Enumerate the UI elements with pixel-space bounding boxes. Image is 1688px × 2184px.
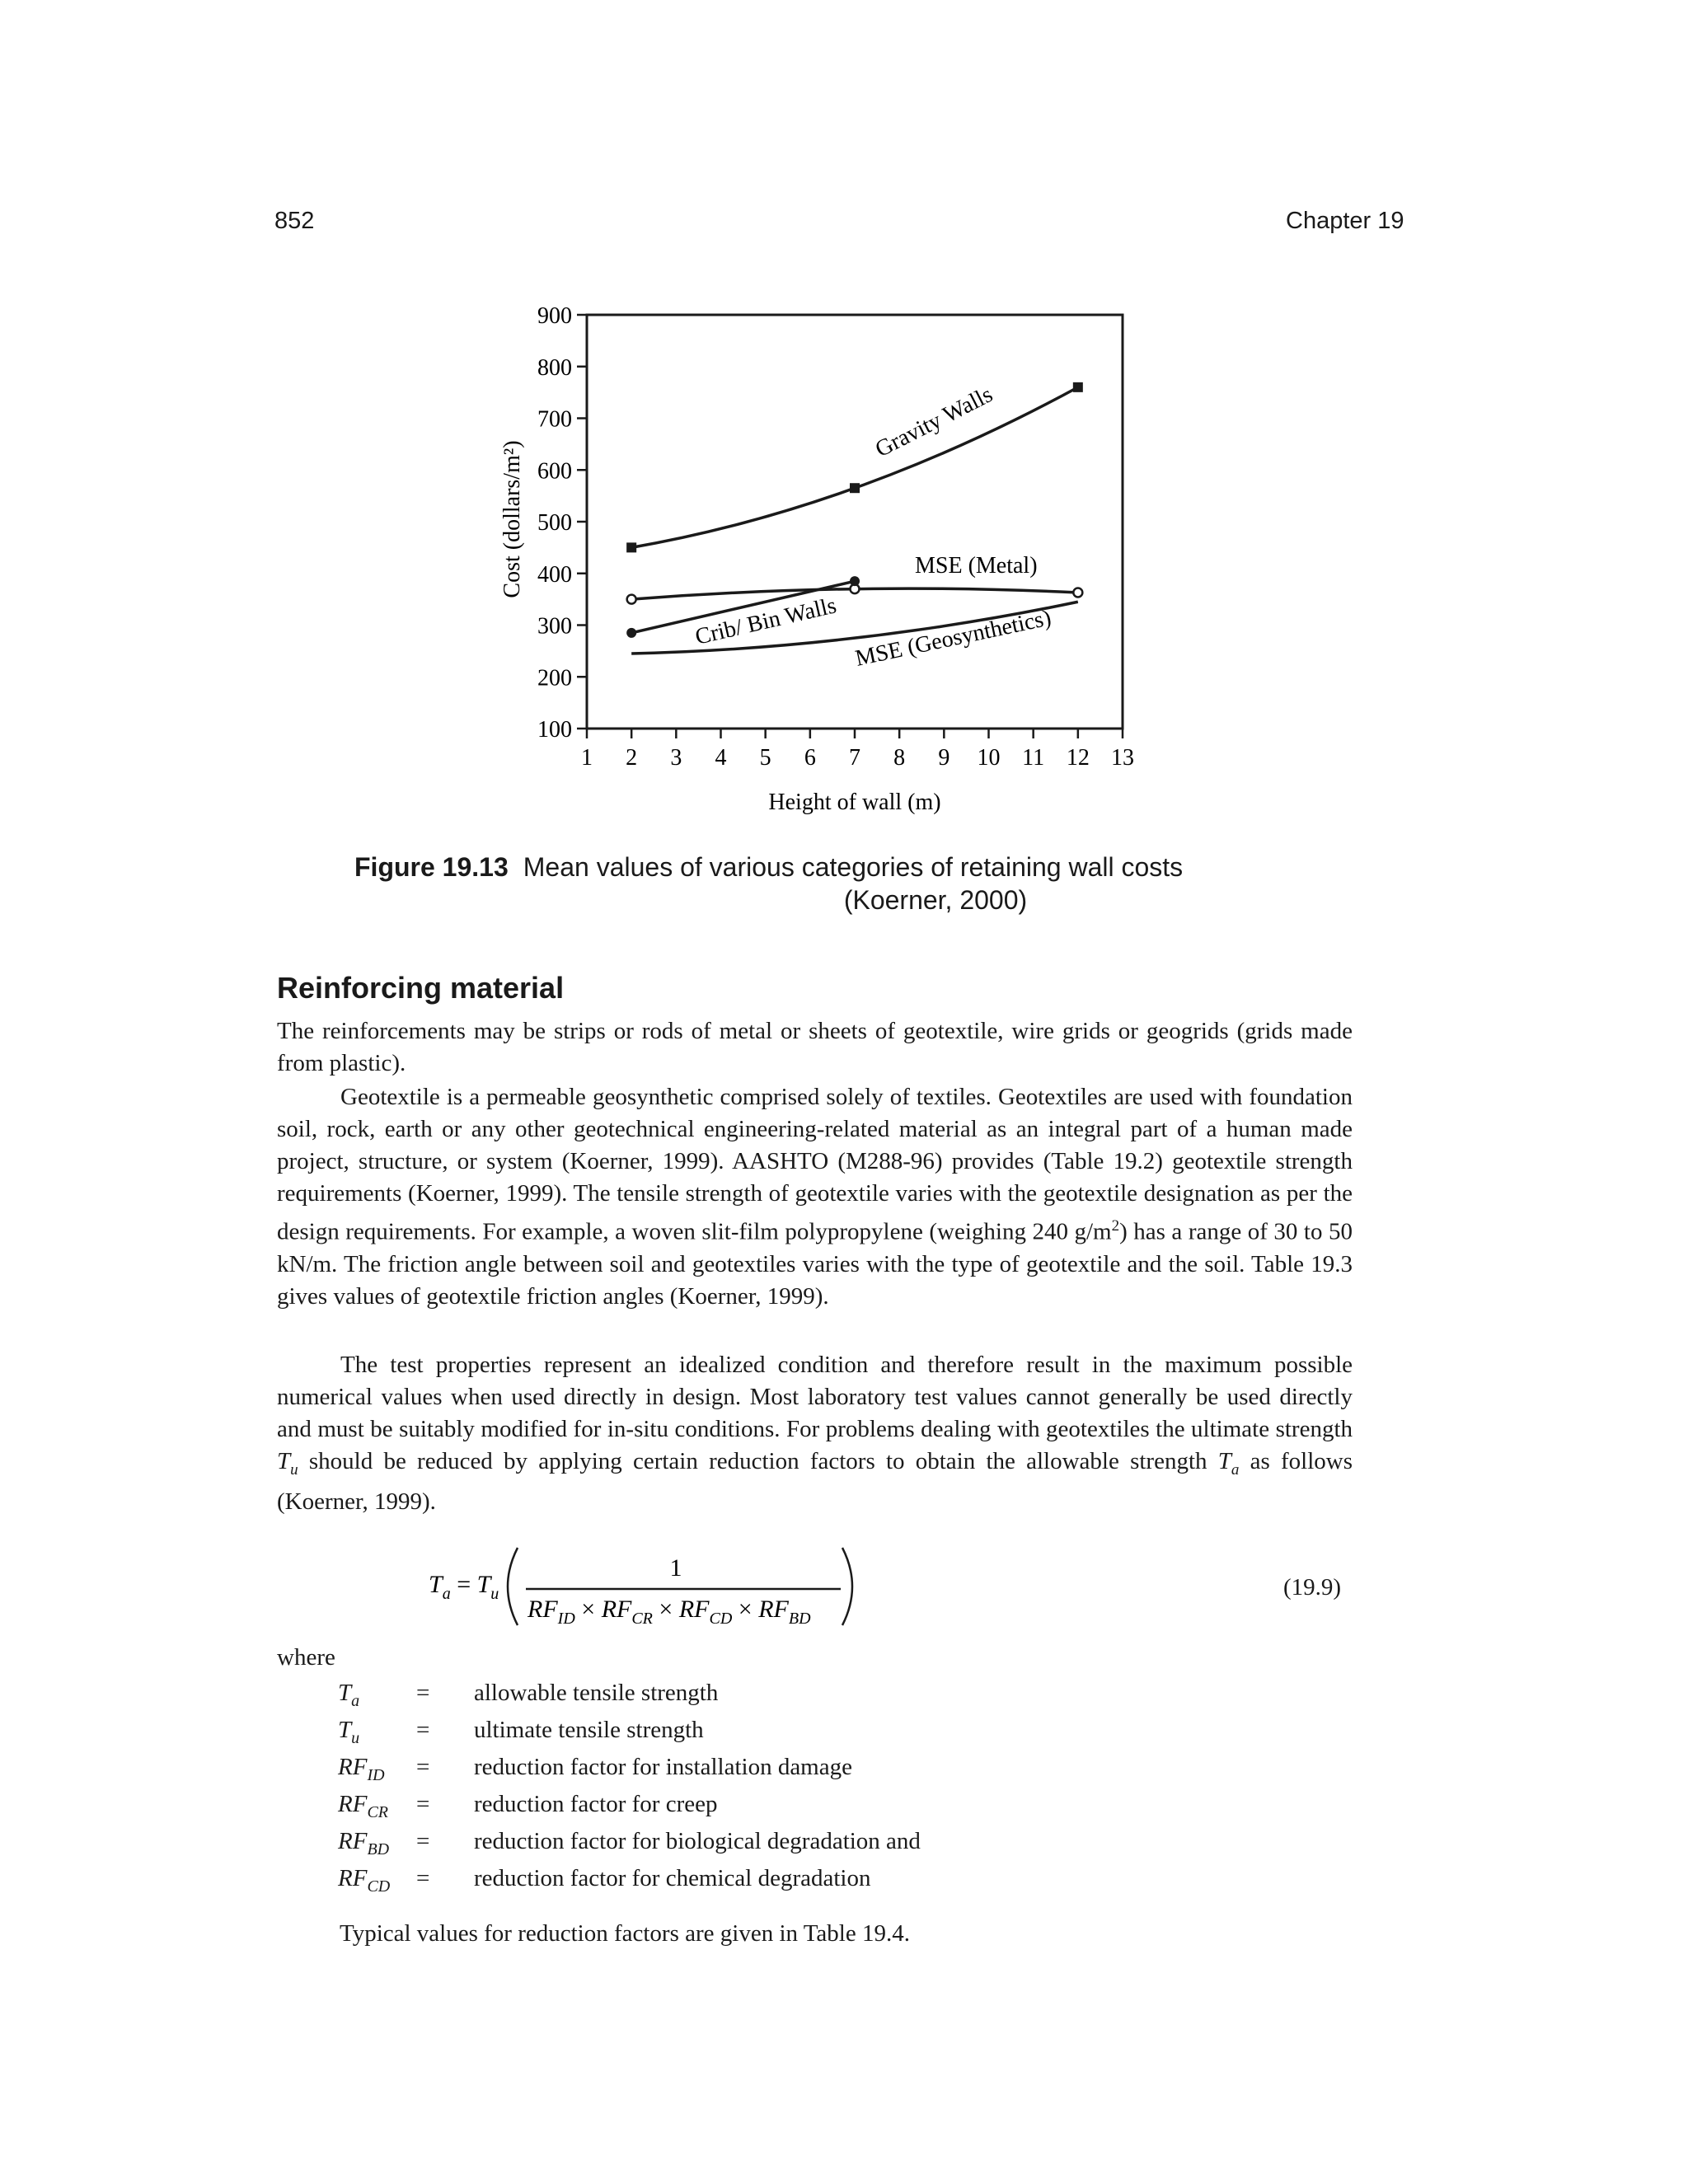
where-label: where bbox=[277, 1644, 335, 1671]
series-label-gravity-walls: Gravity Walls bbox=[871, 382, 997, 463]
paragraph-3 bbox=[277, 1349, 1353, 1518]
definition-equals: = bbox=[416, 1791, 430, 1817]
data-point-mse-metal bbox=[1073, 588, 1082, 597]
definition-symbol: $T_u$ bbox=[338, 1717, 360, 1747]
series-label-mse-metal: MSE (Metal) bbox=[915, 553, 1038, 579]
definition-equals: = bbox=[416, 1754, 430, 1780]
definition-text: reduction factor for installation damage bbox=[474, 1754, 852, 1780]
paragraph-2-part-b: ) has a range of 30 to 50 kN/m. The friction angle between soil and geotextiles varies with the type of geotextile and the soil. Table 19.3 gives values of geotextile friction angles (Koerner, 1999). bbox=[277, 1218, 1353, 1310]
definition-row bbox=[338, 1791, 1245, 1824]
definition-equals: = bbox=[416, 1680, 430, 1706]
paragraph-3-part-a: The test properties represent an idealized condition and therefore result in the maximum possible numerical values when used directly in design. Most laboratory test values cannot generally be used directly and must be suitably modified for in-situ conditions. For problems dealing with geotextiles the ultimate strength bbox=[277, 1352, 1353, 1442]
section-heading: Reinforcing material bbox=[277, 971, 565, 1005]
y-tick-label: 800 bbox=[537, 354, 572, 381]
definition-row bbox=[338, 1865, 1245, 1898]
paragraph-2-part-a: Geotextile is a permeable geosynthetic comprised solely of textiles. Geotextiles are used with foundation soil, rock, earth or any other geotechnical engineering-related material as an integral part of a human made project, structure, or system (Koerner, 1999). AASHTO (M288-96) provides (Table 19.2) geotextile strength requirements (Koerner, 1999). The tensile strength of geotextile varies with the geotextile designation as per the design requirements. For example, a woven slit-film polypropylene (weighing 240 g/m bbox=[277, 1084, 1353, 1245]
y-tick-label: 500 bbox=[537, 510, 572, 536]
y-tick-label: 200 bbox=[537, 665, 572, 691]
definition-symbol: $RF_{ID}$ bbox=[338, 1754, 385, 1784]
y-tick-label: 100 bbox=[537, 717, 572, 743]
y-tick-label: 900 bbox=[537, 303, 572, 329]
data-point-crib-bin-walls bbox=[850, 576, 860, 586]
definition-equals: = bbox=[416, 1828, 430, 1854]
caption-line-2: (Koerner, 2000) bbox=[843, 885, 1028, 915]
definition-equals: = bbox=[416, 1865, 430, 1891]
definition-text: reduction factor for chemical degradation bbox=[474, 1865, 871, 1891]
eq-numerator: 1 bbox=[669, 1554, 682, 1582]
definition-symbol: $RF_{BD}$ bbox=[338, 1828, 390, 1858]
eq-left-paren bbox=[508, 1548, 518, 1625]
definition-row bbox=[338, 1680, 1245, 1713]
cost-chart bbox=[0, 0, 1688, 849]
x-axis-label: Height of wall (m) bbox=[768, 790, 941, 815]
equation-number: (19.9) bbox=[1283, 1574, 1342, 1601]
x-tick-label: 9 bbox=[938, 745, 950, 771]
paragraph-2-superscript: 2 bbox=[1111, 1217, 1120, 1235]
definition-symbol: $RF_{CD}$ bbox=[338, 1865, 391, 1896]
figure-caption bbox=[354, 851, 1393, 916]
definition-text: reduction factor for biological degradation and bbox=[474, 1828, 921, 1854]
x-tick-label: 1 bbox=[581, 745, 593, 771]
definition-text: reduction factor for creep bbox=[474, 1791, 718, 1817]
caption-line-1: Mean values of various categories of retaining wall costs bbox=[523, 852, 1184, 882]
page-number: 852 bbox=[274, 208, 315, 234]
y-tick-label: 700 bbox=[537, 406, 572, 433]
y-tick-label: 300 bbox=[537, 613, 572, 640]
x-tick-label: 6 bbox=[804, 745, 816, 771]
x-tick-label: 7 bbox=[849, 745, 860, 771]
tu-inline: $T_u$ bbox=[277, 1448, 298, 1479]
series-label-mse-geosynthetics: MSE (Geosynthetics) bbox=[853, 605, 1054, 672]
definition-symbol: $RF_{CR}$ bbox=[338, 1791, 388, 1821]
x-tick-label: 3 bbox=[670, 745, 682, 771]
data-point-gravity-walls bbox=[1073, 382, 1083, 392]
paragraph-1: The reinforcements may be strips or rods of metal or sheets of geotextile, wire grids or geogrids (grids made from plastic). bbox=[277, 1018, 1353, 1076]
y-tick-label: 600 bbox=[537, 458, 572, 485]
y-axis bbox=[537, 303, 587, 743]
definition-equals: = bbox=[416, 1717, 430, 1743]
definition-row bbox=[338, 1754, 1245, 1787]
definition-row bbox=[338, 1717, 1245, 1750]
definition-text: allowable tensile strength bbox=[474, 1680, 719, 1706]
x-tick-label: 10 bbox=[977, 745, 1001, 771]
x-tick-label: 11 bbox=[1022, 745, 1045, 771]
x-tick-label: 8 bbox=[893, 745, 906, 771]
paragraph-3-part-b: should be reduced by applying certain reduction factors to obtain the allowable strength bbox=[298, 1448, 1218, 1474]
eq-denominator: $RF_{ID} \times RF_{CR} \times RF_{CD} \times RF_{BD}$ bbox=[528, 1596, 811, 1628]
x-tick-label: 13 bbox=[1111, 745, 1134, 771]
definition-symbol: $T_a$ bbox=[338, 1680, 360, 1710]
closing-sentence: Typical values for reduction factors are given in Table 19.4. bbox=[340, 1920, 910, 1947]
definition-text: ultimate tensile strength bbox=[474, 1717, 704, 1743]
plot-frame bbox=[587, 315, 1123, 729]
data-point-crib-bin-walls bbox=[626, 628, 636, 638]
data-point-mse-metal bbox=[627, 595, 636, 604]
definition-row bbox=[338, 1828, 1245, 1861]
y-tick-label: 400 bbox=[537, 561, 572, 588]
data-point-gravity-walls bbox=[850, 483, 860, 493]
ta-inline: $T_a$ bbox=[1217, 1448, 1240, 1479]
figure-label: Figure 19.13 bbox=[354, 852, 509, 882]
paragraph-2 bbox=[277, 1081, 1353, 1313]
series-label-crib-bin-walls: Crib/ Bin Walls bbox=[692, 593, 839, 650]
series-line-gravity-walls bbox=[631, 387, 1078, 548]
eq-right-paren bbox=[842, 1548, 852, 1625]
x-axis bbox=[581, 729, 1134, 771]
equation-19-9 bbox=[429, 1541, 1360, 1632]
y-axis-label: Cost (dollars/m²) bbox=[499, 440, 525, 598]
eq-ta: $T_a = T_u$ bbox=[429, 1571, 499, 1603]
data-point-gravity-walls bbox=[626, 542, 636, 552]
x-tick-label: 4 bbox=[715, 745, 727, 771]
x-tick-label: 12 bbox=[1066, 745, 1090, 771]
x-tick-label: 5 bbox=[759, 745, 771, 771]
x-tick-label: 2 bbox=[626, 745, 638, 771]
paragraph-3-part-c: as follows (Koerner, 1999). bbox=[277, 1448, 1353, 1515]
running-head-text: Chapter 19 bbox=[1286, 208, 1404, 234]
